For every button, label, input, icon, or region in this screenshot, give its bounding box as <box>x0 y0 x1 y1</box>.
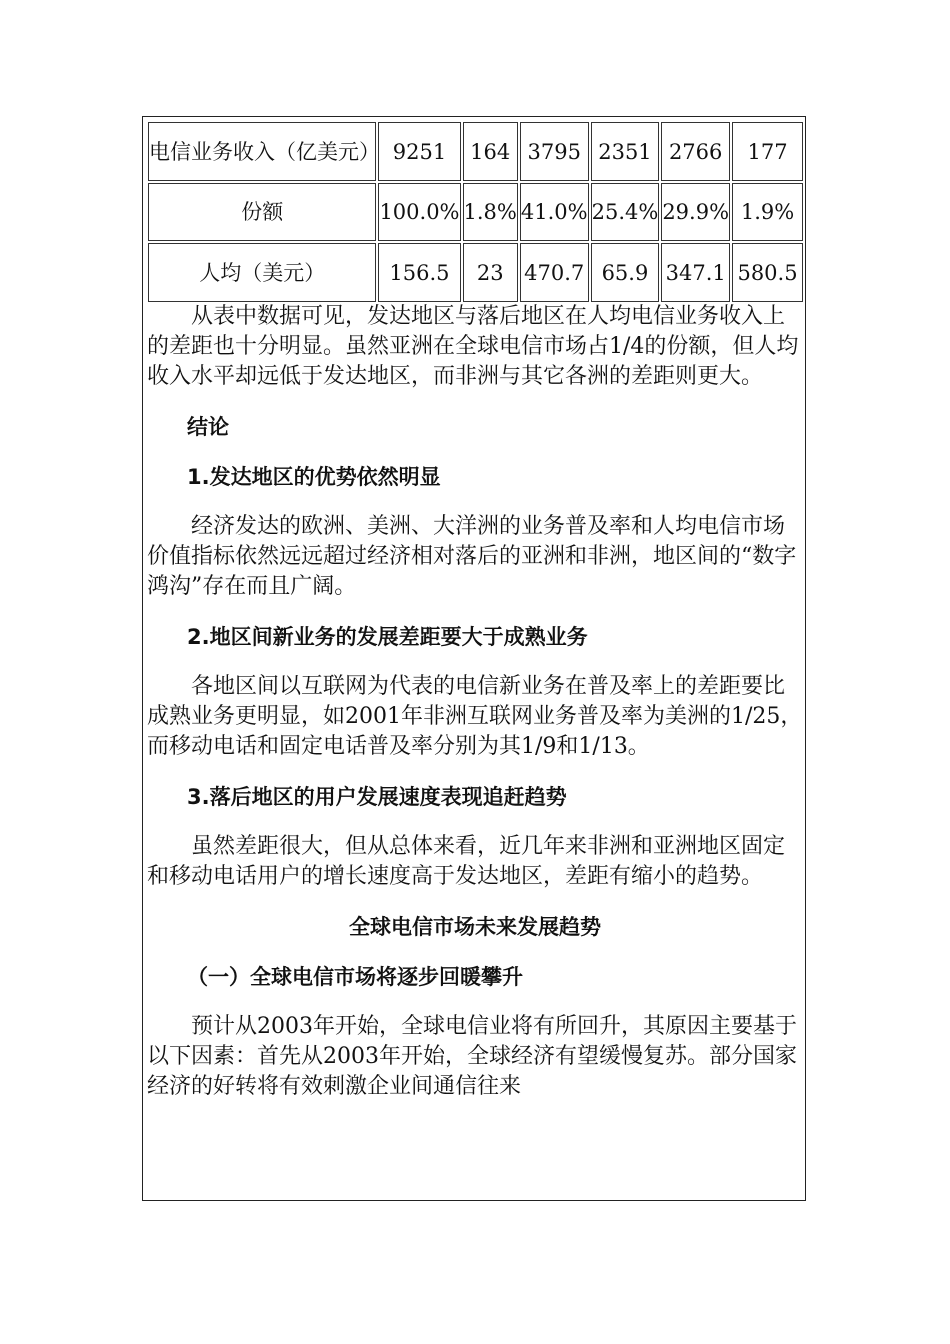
section-title: 全球电信市场未来发展趋势 <box>349 915 601 939</box>
table-cell: 1.9% <box>732 183 803 241</box>
paragraph-outlook: 预计从2003年开始，全球电信业将有所回升，其原因主要基于以下因素：首先从2003年开始，全球经济有望缓慢复苏。部分国家经济的好转将有效刺激企业间通信往来 <box>147 1014 797 1099</box>
table-cell: 41.0% <box>520 183 589 241</box>
table-cell: 580.5 <box>732 243 803 302</box>
heading-point-1: 1.发达地区的优势依然明显 <box>187 465 441 489</box>
heading-conclusion: 结论 <box>187 415 229 439</box>
paragraph-point-1: 经济发达的欧洲、美洲、大洋洲的业务普及率和人均电信市场价值指标依然远远超过经济相对落后的亚洲和非洲，地区间的“数字鸿沟”存在而且广阔。 <box>147 514 797 599</box>
table-cell: 65.9 <box>591 243 660 302</box>
document-frame <box>142 116 806 1201</box>
document-body <box>143 302 806 1102</box>
table-row <box>148 243 803 302</box>
table-cell: 470.7 <box>520 243 589 302</box>
row-label: 份额 <box>148 183 376 241</box>
table-cell: 23 <box>463 243 518 302</box>
subsection-title: （一）全球电信市场将逐步回暖攀升 <box>187 965 523 989</box>
paragraph-table-note: 从表中数据可见，发达地区与落后地区在人均电信业务收入上的差距也十分明显。虽然亚洲在全球电信市场占1/4的份额，但人均收入水平却远低于发达地区，而非洲与其它各洲的差距则更大。 <box>147 304 799 389</box>
table-cell: 347.1 <box>661 243 730 302</box>
table-row <box>148 183 803 241</box>
heading-point-2: 2.地区间新业务的发展差距要大于成熟业务 <box>187 625 588 649</box>
table-cell: 9251 <box>378 122 460 181</box>
table-cell: 177 <box>732 122 803 181</box>
table-cell: 100.0% <box>378 183 460 241</box>
heading-point-3: 3.落后地区的用户发展速度表现追赶趋势 <box>187 785 567 809</box>
table-cell: 3795 <box>520 122 589 181</box>
table-cell: 25.4% <box>591 183 660 241</box>
paragraph-point-3: 虽然差距很大，但从总体来看，近几年来非洲和亚洲地区固定和移动电话用户的增长速度高于发达地区，差距有缩小的趋势。 <box>147 834 786 889</box>
table-cell: 1.8% <box>463 183 518 241</box>
table-row <box>148 122 803 181</box>
paragraph-point-2: 各地区间以互联网为代表的电信新业务在普及率上的差距要比成熟业务更明显，如2001年非洲互联网业务普及率为美洲的1/25，而移动电话和固定电话普及率分别为其1/9和1/13。 <box>147 674 803 759</box>
telecom-stats-table <box>146 120 805 304</box>
table-cell: 2766 <box>661 122 730 181</box>
table-cell: 164 <box>463 122 518 181</box>
table-cell: 29.9% <box>661 183 730 241</box>
table-cell: 156.5 <box>378 243 460 302</box>
table-cell: 2351 <box>591 122 660 181</box>
row-label: 人均（美元） <box>148 243 376 302</box>
row-label: 电信业务收入（亿美元） <box>148 122 376 181</box>
